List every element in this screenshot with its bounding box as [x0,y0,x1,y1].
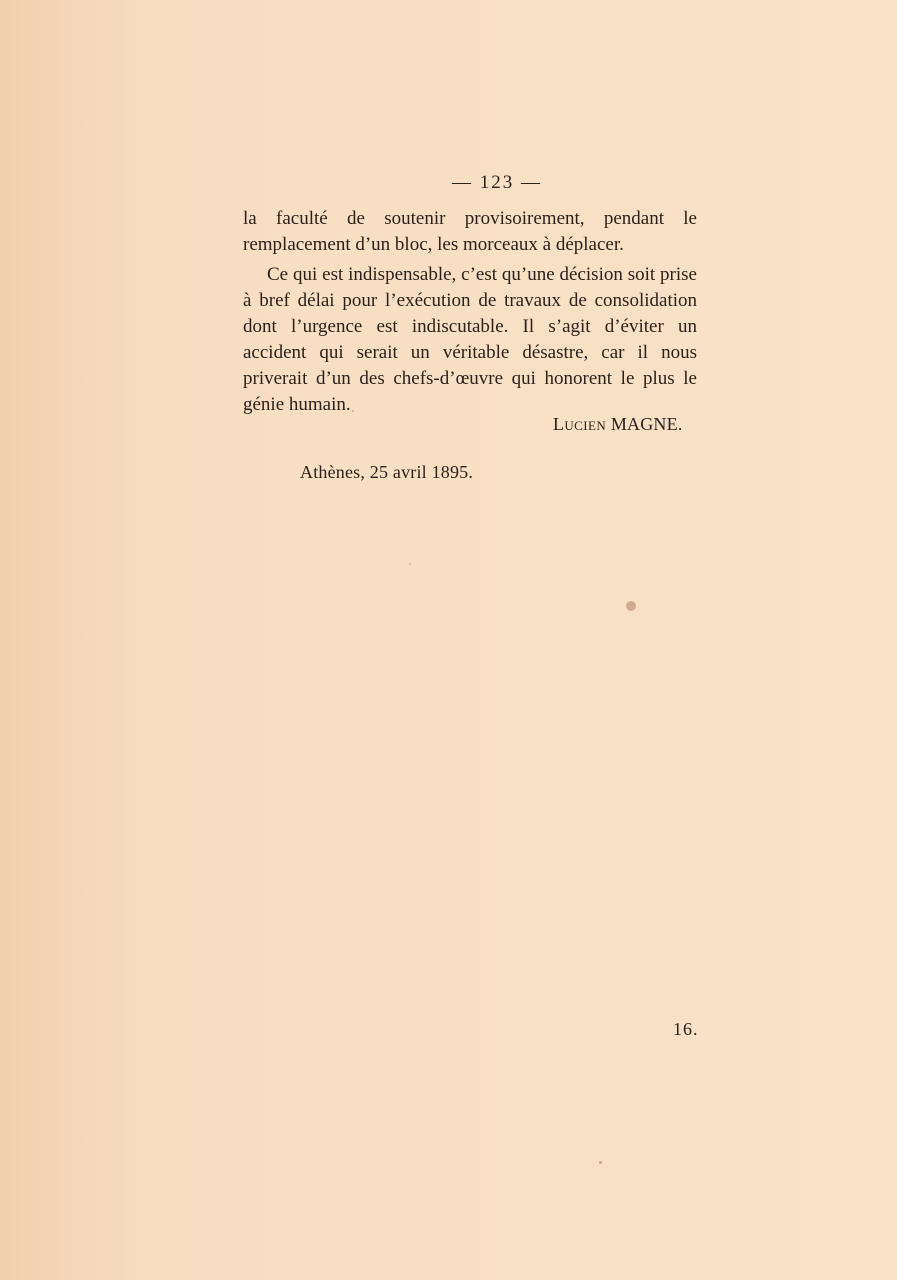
paragraph-2: Ce qui est indispensable, c’est qu’une décision soit prise à bref délai pour l’exécution de travaux de consolidation dont l’urgence est indiscutable. Il s’agit d’éviter un accident qui serait un véritable désastre, car il nous priverait d’un des chefs-d’œuvre qui honorent le plus le génie humain. [243,264,697,415]
paper-stain [626,601,636,611]
page-number: — 123 — [452,172,542,193]
place-date: Athènes, 25 avril 1895. [300,462,474,482]
printer-signature-mark: 16. [673,1019,699,1039]
paper-speck [352,410,354,412]
paper-speck [409,563,411,565]
paragraph-1: la faculté de soutenir provisoirement, pendant le remplacement d’un bloc, les morceaux à déplacer. [243,208,697,255]
author-signature [553,412,703,436]
author-first-name: Lucien [553,414,607,434]
paper-speck [599,1161,602,1164]
author-last-name: MAGNE. [610,414,683,434]
